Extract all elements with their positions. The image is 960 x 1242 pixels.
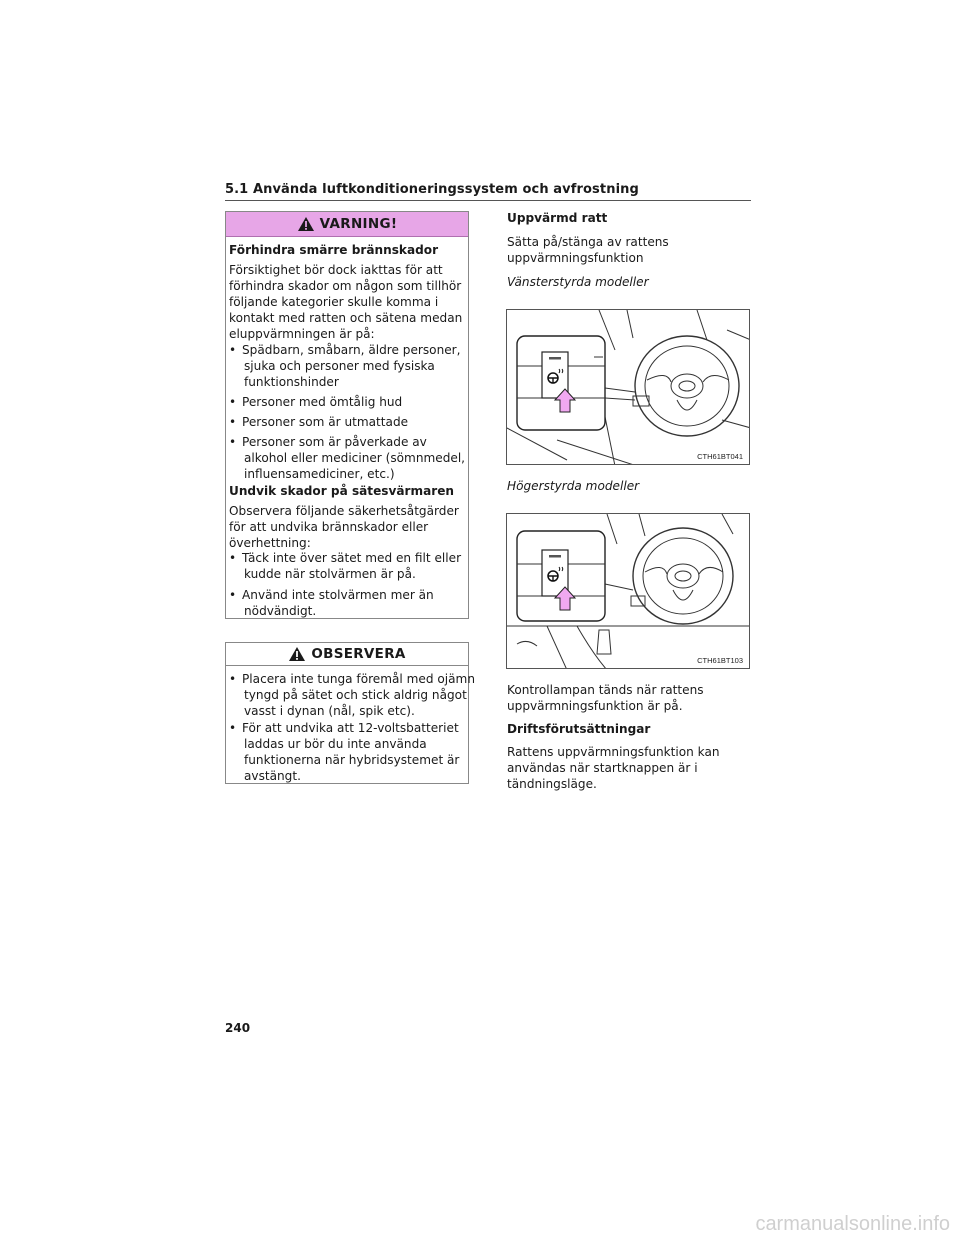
warning-para1-line: eluppvärmningen är på: <box>229 327 375 341</box>
section-title: 5.1 Använda luftkonditioneringssystem och avfrostning <box>225 182 639 197</box>
figure-code-lhd: CTH61BT041 <box>697 452 743 461</box>
bullet-text: Personer som är utmattade <box>242 415 409 429</box>
bullet-dot: • <box>229 588 237 602</box>
warning-para1-line: kontakt med ratten och sätena medan <box>229 311 463 325</box>
warning-title: VARNING! <box>319 216 398 232</box>
watermark: carmanualsonline.info <box>755 1213 950 1235</box>
warning-para1-line: följande kategorier skulle komma i <box>229 295 439 309</box>
bullet-text: funktionerna när hybridsystemet är <box>244 753 460 767</box>
bullet-dot: • <box>229 415 237 429</box>
figure-lhd-dashboard <box>506 309 750 465</box>
bullet-text: funktionshinder <box>244 375 339 389</box>
indicator-line: Kontrollampan tänds när rattens <box>507 683 704 697</box>
figure-rhd-dashboard <box>506 513 750 669</box>
bullet-text: influensamediciner, etc.) <box>244 467 395 481</box>
bullet-text: kudde när stolvärmen är på. <box>244 567 416 581</box>
operating-conditions-heading: Driftsförutsättningar <box>507 722 651 736</box>
warning-para2-line: för att undvika brännskador eller <box>229 520 429 534</box>
bullet-dot: • <box>229 395 237 409</box>
bullet-text: vasst i dynan (nål, spik etc). <box>244 704 415 718</box>
bullet-text: avstängt. <box>244 769 301 783</box>
bullet-text: För att undvika att 12-voltsbatteriet <box>242 721 459 735</box>
bullet-text: nödvändigt. <box>244 604 317 618</box>
caption-rhd: Högerstyrda modeller <box>507 479 640 493</box>
intro-line: uppvärmningsfunktion <box>507 251 644 265</box>
bullet-text: Spädbarn, småbarn, äldre personer, <box>242 343 461 357</box>
bullet-dot: • <box>229 721 237 735</box>
dashboard-illustration-rhd <box>507 514 750 669</box>
conditions-line: tändningsläge. <box>507 777 597 791</box>
bullet-dot: • <box>229 672 237 686</box>
bullet-dot: • <box>229 343 237 357</box>
bullet-text: Täck inte över sätet med en filt eller <box>242 551 462 565</box>
notice-title: OBSERVERA <box>311 646 406 662</box>
conditions-line: användas när startknappen är i <box>507 761 698 775</box>
warning-para1-line: förhindra skador om någon som tillhör <box>229 279 462 293</box>
notice-header <box>226 643 468 666</box>
bullet-text: alkohol eller mediciner (sömnmedel, <box>244 451 466 465</box>
bullet-text: tyngd på sätet och stick aldrig något <box>244 688 467 702</box>
intro-line: Sätta på/stänga av rattens <box>507 235 669 249</box>
heated-wheel-heading: Uppvärmd ratt <box>507 211 608 225</box>
warning-triangle-icon <box>297 216 315 232</box>
warning-heading-seat-heater: Undvik skador på sätesvärmaren <box>229 484 455 498</box>
warning-para2-line: överhettning: <box>229 536 311 550</box>
notice-triangle-icon <box>288 646 306 662</box>
warning-para1-line: Försiktighet bör dock iakttas för att <box>229 263 443 277</box>
bullet-dot: • <box>229 551 237 565</box>
page-number: 240 <box>225 1021 251 1035</box>
warning-para2-line: Observera följande säkerhetsåtgärder <box>229 504 459 518</box>
section-header <box>225 178 751 201</box>
caption-lhd: Vänsterstyrda modeller <box>507 275 649 289</box>
warning-header <box>226 212 468 237</box>
bullet-text: Placera inte tunga föremål med ojämn <box>242 672 475 686</box>
warning-heading-burns: Förhindra smärre brännskador <box>229 243 439 257</box>
bullet-text: laddas ur bör du inte använda <box>244 737 427 751</box>
bullet-text: Personer som är påverkade av <box>242 435 427 449</box>
figure-code-rhd: CTH61BT103 <box>697 656 743 665</box>
bullet-text: Använd inte stolvärmen mer än <box>242 588 434 602</box>
bullet-text: Personer med ömtålig hud <box>242 395 403 409</box>
bullet-text: sjuka och personer med fysiska <box>244 359 435 373</box>
dashboard-illustration-lhd <box>507 310 750 465</box>
indicator-line: uppvärmningsfunktion är på. <box>507 699 683 713</box>
bullet-dot: • <box>229 435 237 449</box>
conditions-line: Rattens uppvärmningsfunktion kan <box>507 745 720 759</box>
